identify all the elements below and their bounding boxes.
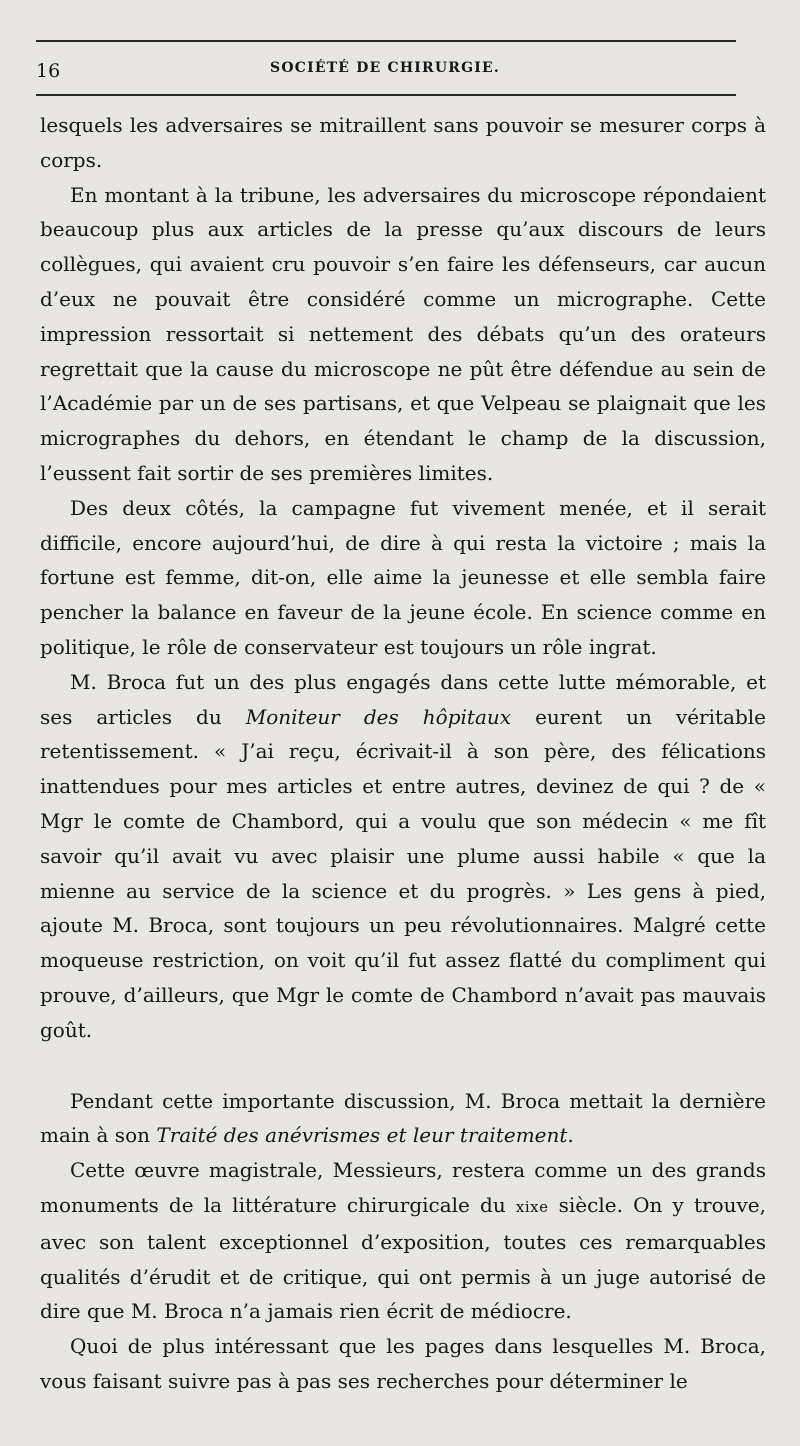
running-title: SOCIÉTÉ DE CHIRURGIE. (270, 60, 500, 76)
header-rule-bottom (36, 94, 736, 96)
paragraph-text: siècle. On y trouve, avec son talent exceptionnel d’exposition, toutes ces remarquables qualités d’érudit et de critique, qui ont permis à un juge autorisé de dire que M. Broca n’a jamais rien écrit de médiocre. (40, 1192, 766, 1324)
paragraph-continuation: lesquels les adversaires se mitraillent sans pouvoir se mesurer corps à corps. (40, 113, 766, 172)
paragraph-campagne: Des deux côtés, la campagne fut vivement menée, et il serait difficile, encore aujourd’hui, de dire à qui resta la victoire ; mais la fortune est femme, dit-on, elle aime la jeunesse et elle sembla faire pencher la balance en faveur de la jeune école. En science comme en politique, le rôle de conservateur est toujours un rôle ingrat. (40, 495, 766, 659)
journal-title: Moniteur des hôpitaux (245, 704, 512, 729)
header-rule-top (36, 40, 736, 42)
paragraph-traite (40, 1084, 766, 1154)
page-number: 16 (36, 60, 61, 82)
body-text (40, 108, 766, 1399)
century-numeral: xixe (515, 1197, 549, 1216)
paragraph-broca-moniteur (40, 665, 766, 1048)
book-title: Traité des anévrismes et leur traitement. (156, 1123, 574, 1148)
paragraph-tribune: En montant à la tribune, les adversaires du microscope répondaient beaucoup plus aux articles de la presse qu’aux discours de leurs collègues, qui avaient cru pouvoir s’en faire les défenseurs, car aucun d’eux ne pouvait être considéré comme un micrographe. Cette impression ressortait si nettement des débats qu’un des orateurs regrettait que la cause du microscope ne pût être défendue au sein de l’Académie par un de ses partisans, et que Velpeau se plaignait que les micrographes du dehors, en étendant le champ de la discussion, l’eussent fait sortir de ses premières limites. (40, 182, 766, 485)
paragraph-text: M. Broca fut un des plus engagés dans cette lutte mémorable, et ses articles du (40, 669, 766, 729)
paragraph-text: Cette œuvre magistrale, Messieurs, restera comme un des grands monuments de la littérature chirurgicale du (40, 1158, 766, 1217)
paragraph-oeuvre (40, 1153, 766, 1329)
paragraph-text: eurent un véritable retentissement. « J’ai reçu, écrivait-il à son père, des félications inattendues pour mes articles et entre autres, devinez de qui ? de « Mgr le comte de Chambord, qui a voulu que son médecin « me fît savoir qu’il avait vu avec plaisir une plume aussi habile « que la mienne au service de la science et du progrès. » Les gens à pied, ajoute M. Broca, sont toujours un peu révolutionnaires. Malgré cette moqueuse restriction, on voit qu’il fut assez flatté du compliment qui prouve, d’ailleurs, que Mgr le comte de Chambord n’avait pas mauvais goût. (40, 704, 766, 1042)
paragraph-text: Pendant cette importante discussion, M. Broca mettait la dernière main à son (40, 1088, 766, 1148)
paragraph-quoi: Quoi de plus intéressant que les pages dans lesquelles M. Broca, vous faisant suivre pas à pas ses recherches pour déterminer le (40, 1334, 766, 1393)
